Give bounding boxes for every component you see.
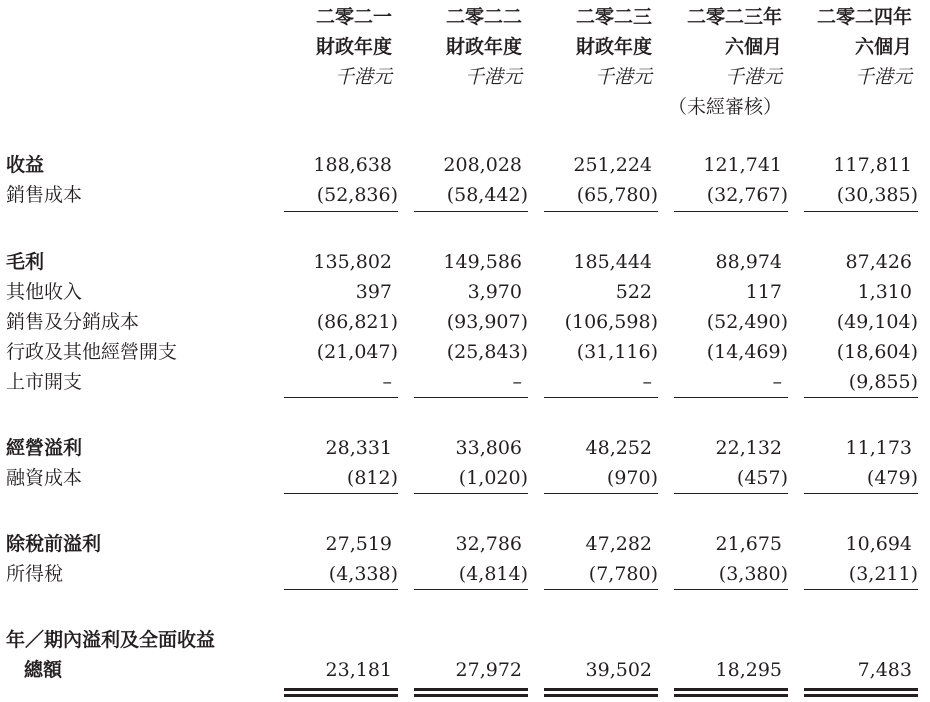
cell-value: 22,132 [715,437,782,459]
table-row-other-income [0,277,930,307]
cell-value: (1,020) [458,467,528,489]
cell-value: 7,483 [857,659,912,681]
column-header-fy2022 [392,2,522,92]
total-double-rule [284,688,398,691]
cell-value: (14,469) [706,341,788,363]
cell-value: (21,047) [316,341,398,363]
column-header-unaudited-note: （未經審核） [667,96,782,118]
cell-value: 208,028 [443,154,522,176]
column-header-period: 六個月 [724,36,782,58]
subtotal-rule [414,493,528,494]
subtotal-rule [414,397,528,398]
cell-value: – [382,371,392,393]
cell-value: 32,786 [455,533,522,555]
subtotal-rule [544,397,658,398]
subtotal-rule [414,589,528,590]
table-row-profit-before-tax [0,529,930,559]
cell-value: 185,444 [573,251,652,273]
column-header-unit: 千港元 [594,66,652,88]
cell-value: (93,907) [446,311,528,333]
subtotal-rule [804,397,918,398]
subtotal-rule [674,589,788,590]
subtotal-rule [804,211,918,212]
subtotal-rule [674,493,788,494]
cell-value: – [772,371,782,393]
subtotal-rule [284,211,398,212]
subtotal-rule [674,397,788,398]
column-header-year: 二零二四年 [816,6,912,28]
subtotal-rule [284,493,398,494]
cell-value: 3,970 [467,281,522,303]
column-header-fy2021 [262,2,392,92]
cell-value: (4,814) [458,563,528,585]
cell-value: (7,780) [588,563,658,585]
cell-value: (812) [346,467,398,489]
subtotal-rule [674,211,788,212]
column-header-year: 二零二一 [315,6,392,28]
total-double-rule [284,694,398,697]
column-header-year: 二零二三 [575,6,652,28]
row-label: 行政及其他經營開支 [6,341,178,363]
row-label: 其他收入 [6,281,83,303]
table-row-listing-expenses [0,367,930,397]
cell-value: (32,767) [706,184,788,206]
row-label: 毛利 [6,251,45,273]
cell-value: (52,490) [706,311,788,333]
cell-value: (58,442) [446,184,528,206]
column-header-unit: 千港元 [854,66,912,88]
cell-value: – [512,371,522,393]
table-row-revenue [0,150,930,180]
cell-value: 11,173 [845,437,912,459]
subtotal-rule [544,589,658,590]
cell-value: – [642,371,652,393]
table-row-income-tax [0,559,930,589]
cell-value: 27,519 [325,533,392,555]
column-header-period: 財政年度 [445,36,522,58]
subtotal-rule [544,493,658,494]
cell-value: (9,855) [848,371,918,393]
cell-value: (25,843) [446,341,528,363]
row-label: 銷售及分銷成本 [6,311,140,333]
table-row-total-comprehensive-income-heading [0,625,930,655]
table-row-total-comprehensive-income [0,655,930,685]
cell-value: 397 [355,281,392,303]
cell-value: 1,310 [857,281,912,303]
cell-value: 522 [615,281,652,303]
cell-value: 149,586 [443,251,522,273]
cell-value: 87,426 [845,251,912,273]
row-label: 經營溢利 [6,437,83,459]
row-label: 總額 [24,659,63,681]
column-header-period: 財政年度 [575,36,652,58]
column-header-year: 二零二二 [445,6,522,28]
column-header-6m2024 [782,2,912,92]
cell-value: 33,806 [455,437,522,459]
total-double-rule [674,694,788,697]
cell-value: (86,821) [316,311,398,333]
column-header-6m2023 [652,2,782,122]
cell-value: (65,780) [576,184,658,206]
column-header-unit: 千港元 [724,66,782,88]
total-double-rule [544,688,658,691]
cell-value: 117 [745,281,782,303]
cell-value: (457) [736,467,788,489]
column-header-unit: 千港元 [334,66,392,88]
total-double-rule [544,694,658,697]
cell-value: 48,252 [585,437,652,459]
cell-value: 21,675 [715,533,782,555]
column-header-period: 財政年度 [315,36,392,58]
cell-value: 47,282 [585,533,652,555]
cell-value: (479) [866,467,918,489]
row-label: 收益 [6,154,45,176]
total-double-rule [414,694,528,697]
total-double-rule [414,688,528,691]
cell-value: (4,338) [328,563,398,585]
cell-value: (106,598) [564,311,658,333]
cell-value: (18,604) [836,341,918,363]
table-row-finance-costs [0,463,930,493]
cell-value: 135,802 [313,251,392,273]
cell-value: (30,385) [836,184,918,206]
total-double-rule [804,694,918,697]
cell-value: 251,224 [573,154,652,176]
row-label: 融資成本 [6,467,83,489]
row-label: 上市開支 [6,371,83,393]
row-label: 銷售成本 [6,184,83,206]
cell-value: 39,502 [585,659,652,681]
row-label: 年／期內溢利及全面收益 [6,629,216,651]
column-header-unit: 千港元 [464,66,522,88]
cell-value: (49,104) [836,311,918,333]
cell-value: 117,811 [833,154,912,176]
column-header-year: 二零二三年 [686,6,782,28]
subtotal-rule [414,211,528,212]
column-header-period: 六個月 [854,36,912,58]
subtotal-rule [284,589,398,590]
cell-value: 23,181 [325,659,392,681]
cell-value: 28,331 [325,437,392,459]
total-double-rule [804,688,918,691]
cell-value: (3,211) [848,563,918,585]
cell-value: (31,116) [576,341,658,363]
cell-value: 188,638 [313,154,392,176]
table-row-cost-of-sales [0,180,930,210]
table-row-gross-profit [0,247,930,277]
cell-value: 27,972 [455,659,522,681]
cell-value: (52,836) [316,184,398,206]
total-double-rule [674,688,788,691]
table-row-admin-expenses [0,337,930,367]
subtotal-rule [804,493,918,494]
cell-value: 10,694 [845,533,912,555]
subtotal-rule [804,589,918,590]
cell-value: 18,295 [715,659,782,681]
subtotal-rule [544,211,658,212]
column-header-fy2023 [522,2,652,92]
cell-value: 121,741 [703,154,782,176]
row-label: 除稅前溢利 [6,533,102,555]
cell-value: 88,974 [715,251,782,273]
cell-value: (970) [606,467,658,489]
table-row-operating-profit [0,433,930,463]
subtotal-rule [284,397,398,398]
table-row-selling-distribution-costs [0,307,930,337]
cell-value: (3,380) [718,563,788,585]
row-label: 所得稅 [6,563,64,585]
